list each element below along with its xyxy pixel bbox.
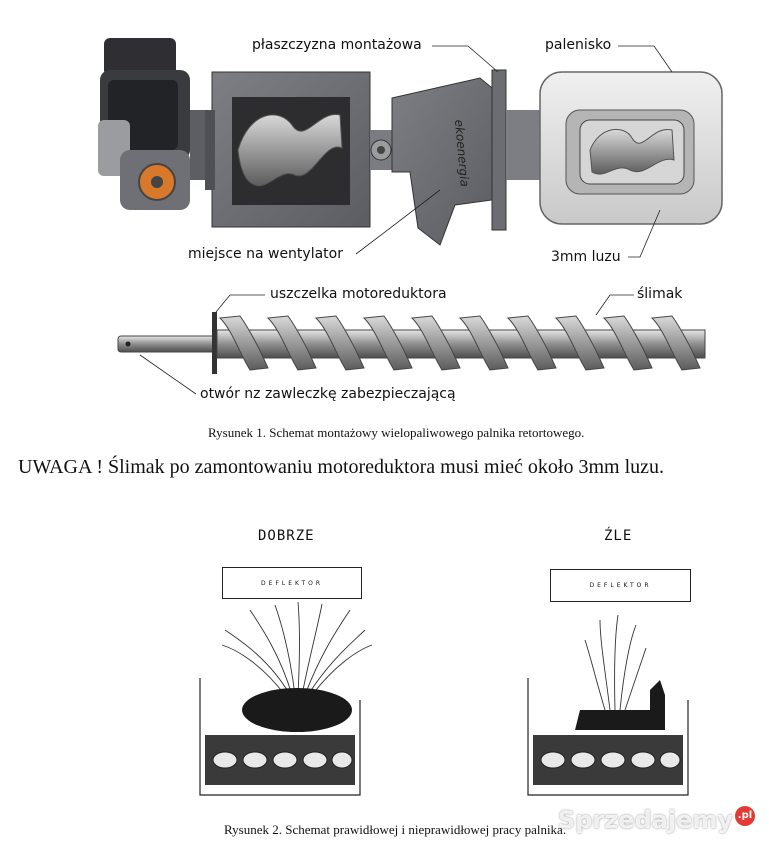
good-burner-icon	[200, 602, 372, 795]
good-title: DOBRZE	[258, 528, 315, 544]
narrow-flame-icon	[585, 615, 646, 710]
deflector-good: DEFLEKTOR	[222, 567, 362, 599]
fan-housing-icon	[392, 78, 492, 245]
label-fan-place: miejsce na wentylator	[188, 246, 343, 262]
label-gear-seal: uszczelka motoreduktora	[270, 286, 447, 302]
figure2-caption: Rysunek 2. Schemat prawidłowej i nieprawidłowej pracy palnika.	[224, 822, 567, 837]
burner-assembly-drawing	[0, 0, 769, 420]
auger-shaft-icon	[118, 312, 705, 374]
watermark-badge: .pl	[735, 806, 755, 826]
deflector-bad: DEFLEKTOR	[550, 569, 691, 602]
figure1-caption: Rysunek 1. Schemat montażowy wielopaliwowego palnika retortowego.	[208, 425, 585, 440]
warning-text: UWAGA ! Ślimak po zamontowaniu motoreduktora musi mieć około 3mm luzu.	[18, 456, 665, 478]
label-clearance: 3mm luzu	[551, 249, 621, 265]
motor-icon	[98, 38, 212, 210]
fuel-bed-icon	[242, 688, 352, 732]
watermark-text: Sprzedajemy	[557, 806, 733, 834]
label-pin-hole: otwór nz zawleczkę zabezpieczającą	[200, 386, 456, 402]
brand-text: ekoenergia	[452, 119, 472, 188]
bad-title: ŹLE	[604, 528, 633, 544]
label-furnace: palenisko	[545, 37, 612, 53]
wide-flame-icon	[222, 602, 372, 695]
label-mounting-plane: płaszczyzna montażowa	[252, 37, 422, 53]
furnace-icon	[540, 72, 722, 224]
label-auger: ślimak	[637, 286, 683, 302]
mounting-flange-icon	[492, 70, 506, 230]
burner-operation-drawing	[0, 600, 769, 815]
bad-burner-icon	[528, 615, 688, 795]
watermark-logo	[558, 806, 755, 834]
